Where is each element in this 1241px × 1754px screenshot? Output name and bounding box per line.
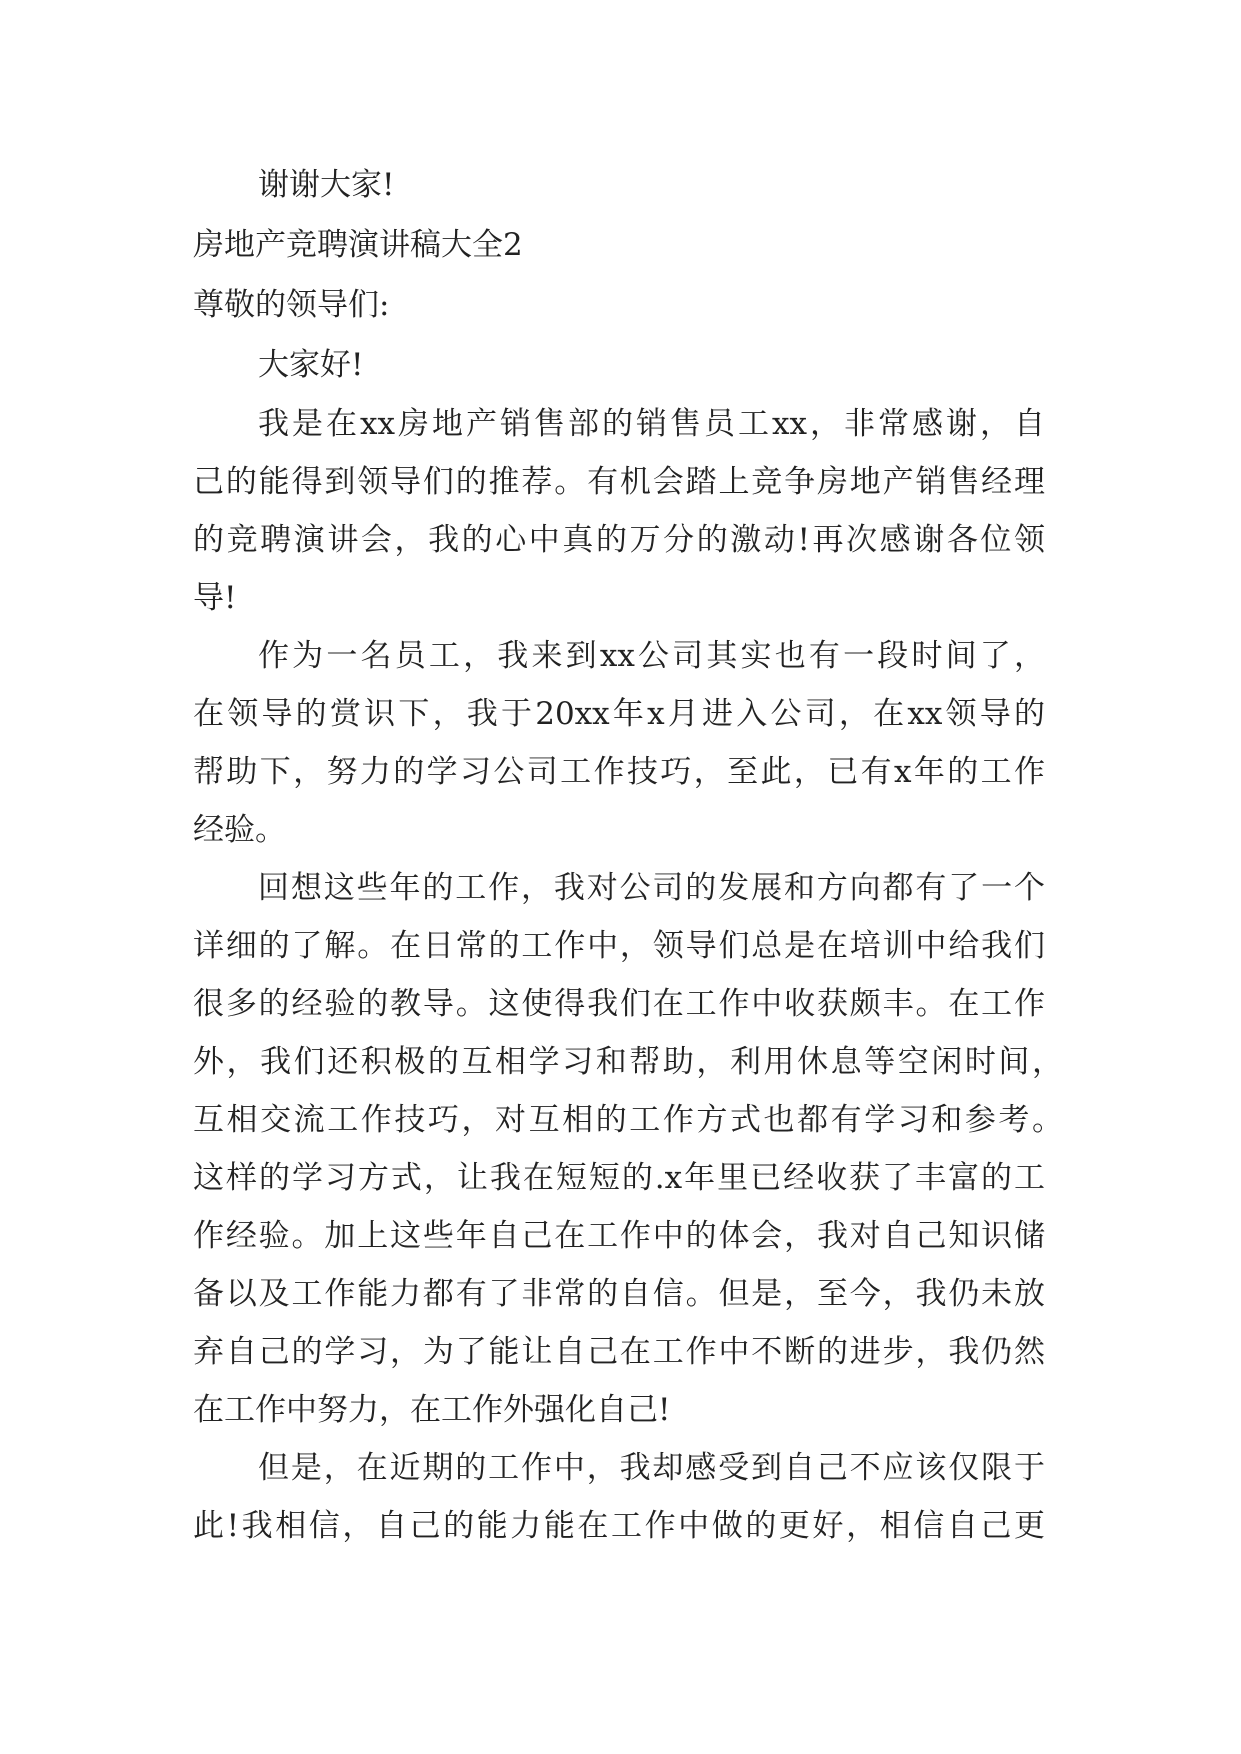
- paragraph-line: 的竞聘演讲会，我的心中真的万分的激动!再次感谢各位领: [193, 522, 1045, 558]
- paragraph-line: 此!我相信，自己的能力能在工作中做的更好，相信自己更: [193, 1508, 1045, 1544]
- closing-line: 谢谢大家!: [258, 167, 395, 203]
- paragraph-line: 在工作中努力，在工作外强化自己!: [193, 1392, 671, 1428]
- paragraph-line: 经验。: [193, 812, 286, 848]
- paragraph-line: 帮助下，努力的学习公司工作技巧，至此，已有x年的工作: [193, 754, 1045, 790]
- paragraph-line: 备以及工作能力都有了非常的自信。但是，至今，我仍未放: [193, 1276, 1045, 1312]
- paragraph-line: 在领导的赏识下，我于20xx年x月进入公司，在xx领导的: [193, 696, 1045, 732]
- paragraph-line: 导!: [193, 580, 237, 616]
- paragraph-line: 回想这些年的工作，我对公司的发展和方向都有了一个: [258, 870, 1045, 906]
- paragraph-line: 外，我们还积极的互相学习和帮助，利用休息等空闲时间，: [193, 1044, 1063, 1080]
- paragraph-line: 互相交流工作技巧，对互相的工作方式也都有学习和参考。: [193, 1102, 1063, 1138]
- paragraph-line: 详细的了解。在日常的工作中，领导们总是在培训中给我们: [193, 928, 1045, 964]
- paragraph-line: 但是，在近期的工作中，我却感受到自己不应该仅限于: [258, 1450, 1045, 1486]
- salutation: 尊敬的领导们:: [193, 287, 390, 323]
- greeting: 大家好!: [258, 347, 364, 383]
- paragraph-line: 作经验。加上这些年自己在工作中的体会，我对自己知识储: [193, 1218, 1045, 1254]
- paragraph-line: 很多的经验的教导。这使得我们在工作中收获颇丰。在工作: [193, 986, 1045, 1022]
- paragraph-line: 己的能得到领导们的推荐。有机会踏上竞争房地产销售经理: [193, 464, 1045, 500]
- paragraph-line: 弃自己的学习，为了能让自己在工作中不断的进步，我仍然: [193, 1334, 1045, 1370]
- paragraph-line: 我是在xx房地产销售部的销售员工xx，非常感谢，自: [258, 406, 1045, 442]
- section-title: 房地产竞聘演讲稿大全2: [193, 227, 523, 263]
- paragraph-line: 这样的学习方式，让我在短短的.x年里已经收获了丰富的工: [193, 1160, 1045, 1196]
- paragraph-line: 作为一名员工，我来到xx公司其实也有一段时间了，: [258, 638, 1045, 674]
